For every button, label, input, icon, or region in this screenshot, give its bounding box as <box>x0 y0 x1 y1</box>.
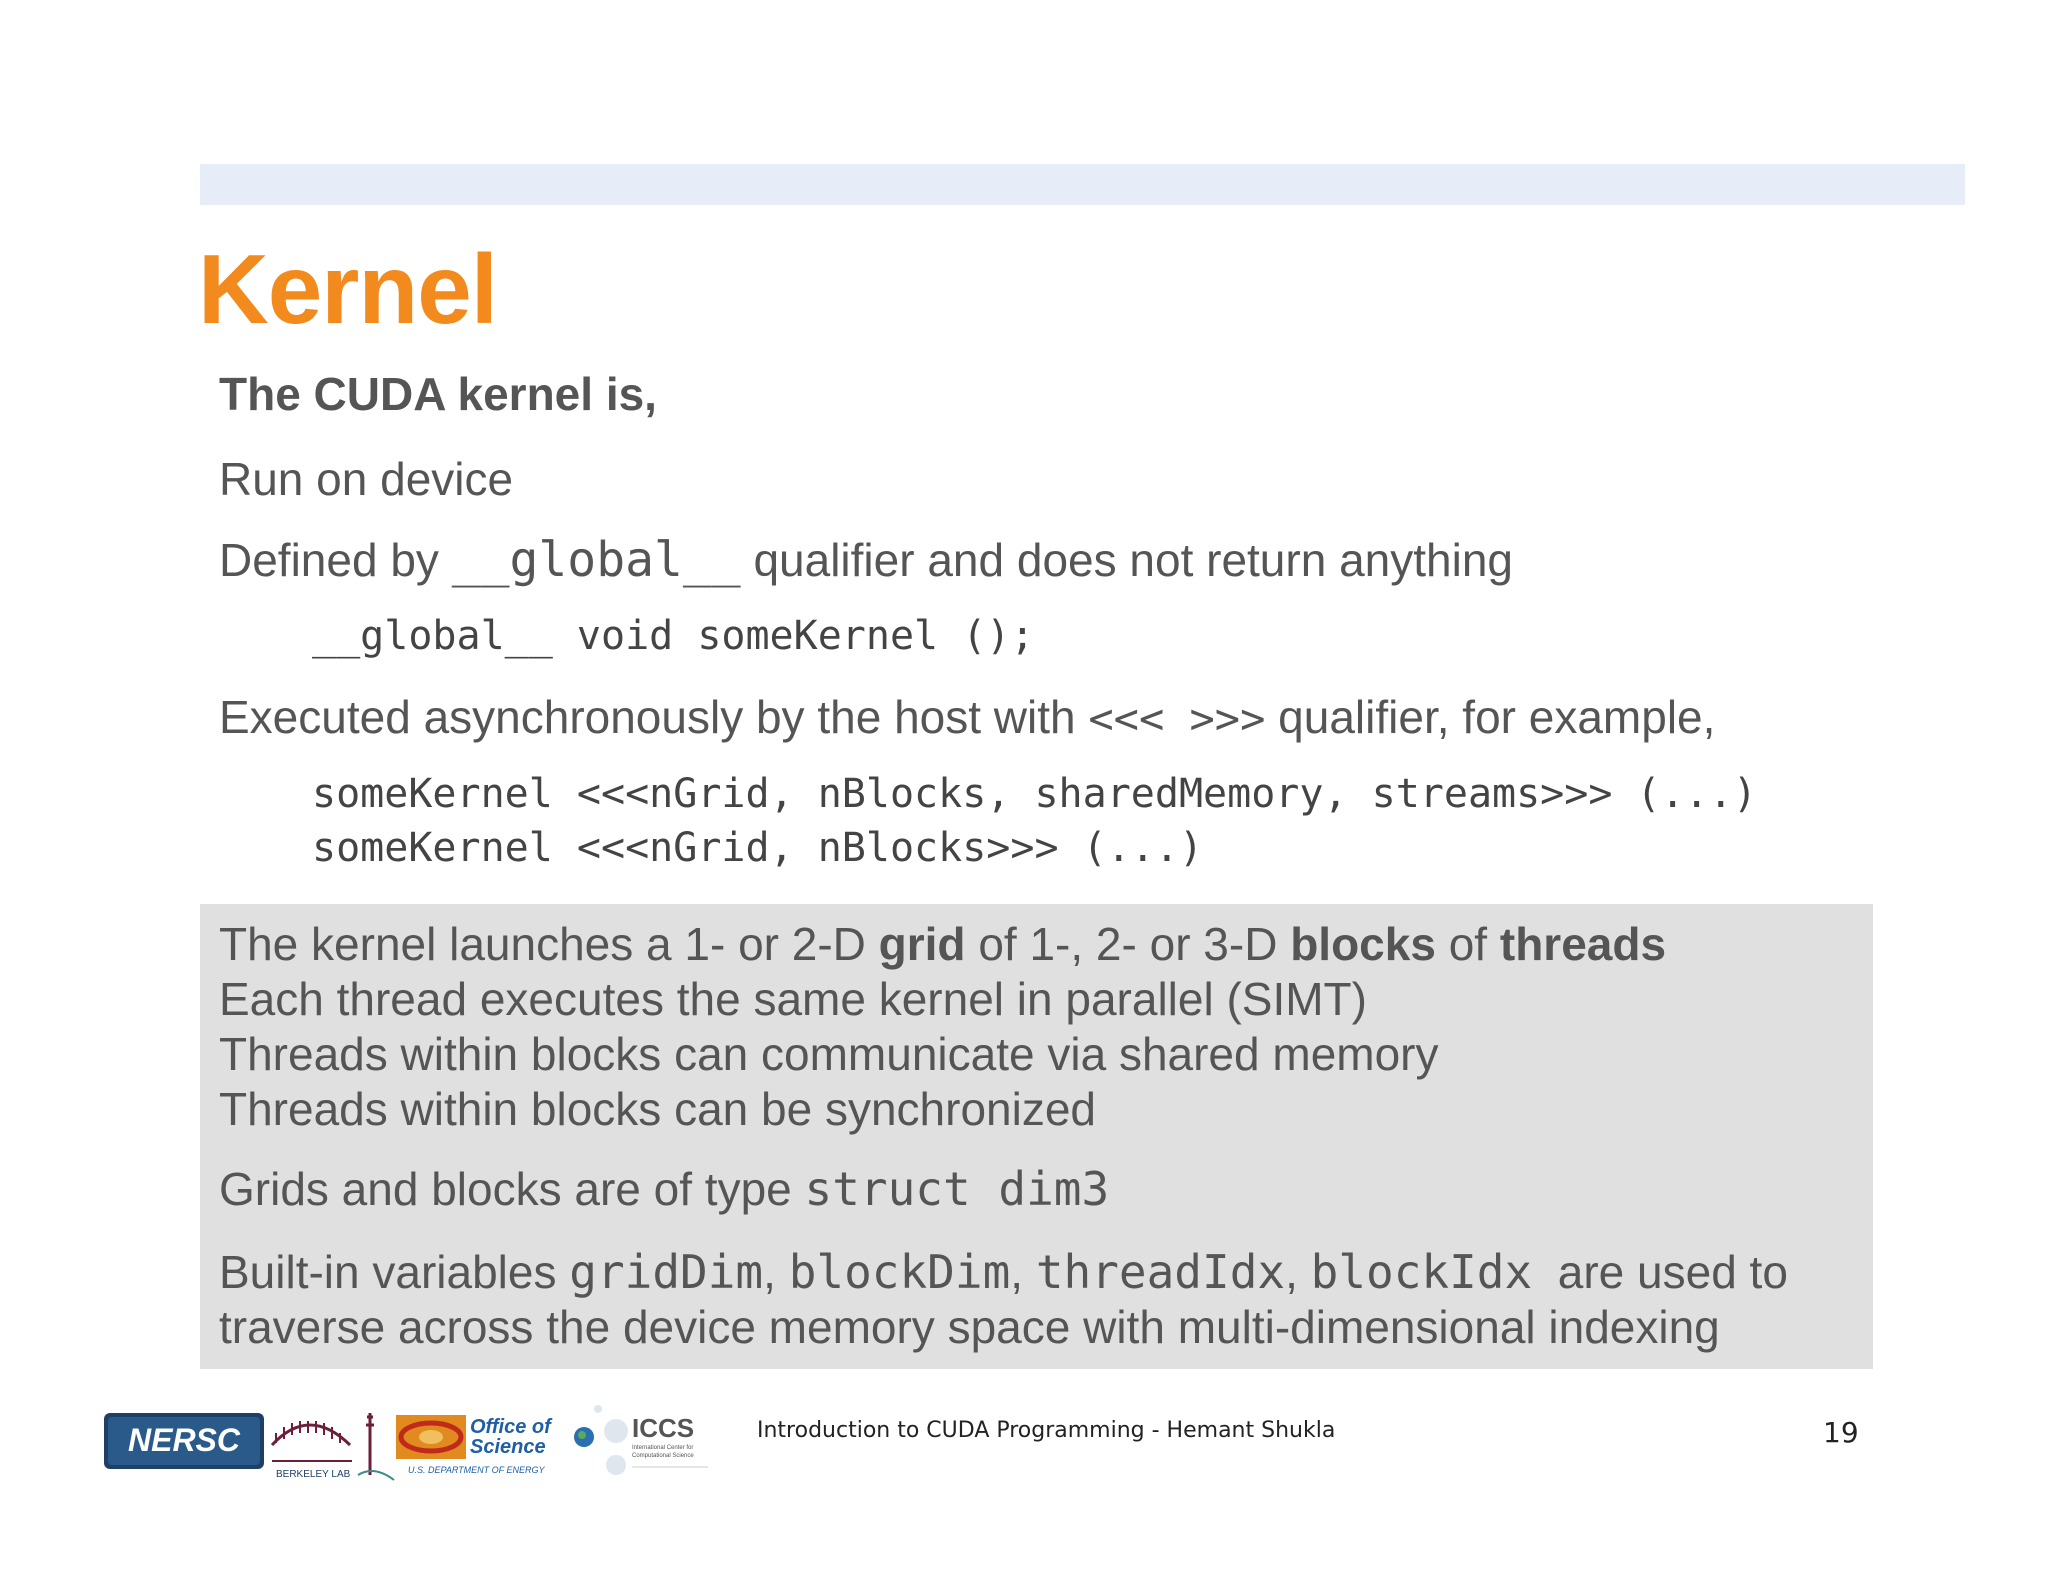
berkeley-lab-logo <box>272 1413 394 1480</box>
threadidx-code: threadIdx <box>1035 1245 1286 1299</box>
kernel-declaration-code: __global__ void someKernel (); <box>312 613 1035 659</box>
box-line-simt: Each thread executes the same kernel in parallel (SIMT) <box>219 973 1367 1025</box>
box-line-shared: Threads within blocks can communicate via shared memory <box>219 1028 1439 1080</box>
svg-text:NERSC: NERSC <box>127 1422 241 1458</box>
defined-suffix: qualifier and does not return anything <box>740 534 1513 586</box>
type-prefix: Grids and blocks are of type <box>219 1163 805 1215</box>
svg-text:Science: Science <box>470 1436 546 1458</box>
launch-example-2: someKernel <<<nGrid, nBlocks>>> (...) <box>312 825 1204 871</box>
blockdim-code: blockDim <box>788 1245 1011 1299</box>
iccs-logo <box>574 1405 708 1475</box>
builtin-prefix: Built-in variables <box>219 1246 570 1298</box>
svg-text:ICCS: ICCS <box>632 1413 695 1443</box>
office-of-science-logo <box>396 1415 553 1475</box>
box-line-sync: Threads within blocks can be synchronized <box>219 1083 1097 1135</box>
executed-suffix: qualifier, for example, <box>1265 691 1716 743</box>
griddim-code: gridDim <box>569 1245 764 1299</box>
comma: , <box>1285 1246 1311 1298</box>
launch-text-a: The kernel launches a 1- or 2-D <box>219 918 879 970</box>
comma: , <box>1010 1246 1036 1298</box>
launch-example-1: someKernel <<<nGrid, nBlocks, sharedMemory, streams>>> (...) <box>312 771 1757 817</box>
launch-text-b: of 1-, 2- or 3-D <box>965 918 1291 970</box>
svg-text:U.S. DEPARTMENT OF ENERGY: U.S. DEPARTMENT OF ENERGY <box>408 1465 545 1475</box>
dim3-code: struct dim3 <box>804 1162 1110 1216</box>
defined-prefix: Defined by <box>219 534 452 586</box>
launch-text-c: of <box>1435 918 1500 970</box>
box-line-dim3 <box>219 1162 1109 1217</box>
slide-title: Kernel <box>198 234 498 344</box>
grid-term: grid <box>878 918 966 970</box>
svg-text:International Center for: International Center for <box>632 1445 694 1451</box>
threads-term: threads <box>1499 918 1667 970</box>
box-line-builtins <box>219 1245 1788 1300</box>
subheading: The CUDA kernel is, <box>219 368 657 420</box>
comma: , <box>763 1246 789 1298</box>
builtin-suffix: are used to <box>1532 1246 1788 1298</box>
global-qualifier-code: __global__ <box>451 532 741 588</box>
box-line-grid <box>219 917 1666 972</box>
svg-text:Computational Science: Computational Science <box>632 1453 694 1459</box>
svg-text:Office of: Office of <box>470 1416 551 1438</box>
sponsor-logos <box>104 1395 714 1485</box>
svg-text:BERKELEY LAB: BERKELEY LAB <box>276 1469 351 1480</box>
box-line-traverse: traverse across the device memory space with multi-dimensional indexing <box>219 1301 1720 1353</box>
nersc-logo <box>104 1413 264 1469</box>
blockidx-code: blockIdx <box>1310 1245 1533 1299</box>
footer-caption: Introduction to CUDA Programming - Hemant Shukla <box>757 1418 1336 1443</box>
executed-prefix: Executed asynchronously by the host with <box>219 691 1089 743</box>
blocks-term: blocks <box>1290 918 1436 970</box>
launch-qualifier-code: <<< >>> <box>1088 694 1266 743</box>
bullet-executed <box>219 690 1715 746</box>
bullet-defined-by <box>219 533 1513 587</box>
header-bar <box>200 164 1965 205</box>
page-number: 19 <box>1823 1416 1859 1449</box>
bullet-run-on-device: Run on device <box>219 453 514 505</box>
